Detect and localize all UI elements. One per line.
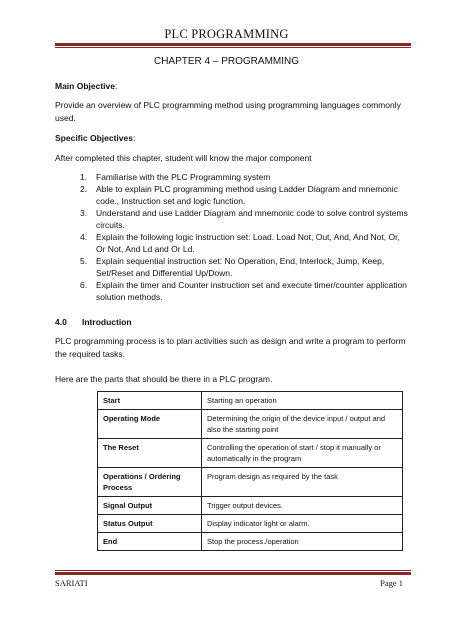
objective-number: 2. bbox=[80, 184, 88, 194]
main-objective-heading bbox=[55, 80, 407, 93]
objective-item bbox=[80, 183, 410, 207]
table-row bbox=[98, 468, 403, 497]
objectives-list bbox=[80, 171, 410, 303]
objective-text: Understand and use Ladder Diagram and mnemonic code to solve control systems circuits. bbox=[96, 208, 408, 230]
section-number: 4.0 bbox=[55, 317, 67, 327]
objective-item bbox=[80, 279, 410, 303]
table-row bbox=[98, 439, 403, 468]
main-objective-text: Provide an overview of PLC programming method using programming languages commonly used. bbox=[55, 100, 401, 123]
main-objective-colon: : bbox=[115, 81, 118, 91]
specific-objectives-heading bbox=[55, 132, 407, 145]
footer-page-number: Page 1 bbox=[380, 578, 403, 588]
objective-number: 5. bbox=[80, 256, 88, 266]
table-row bbox=[98, 497, 403, 515]
page-header-title: PLC PROGRAMMING bbox=[164, 27, 289, 41]
table-intro: Here are the parts that should be there in a PLC program. bbox=[55, 374, 273, 384]
table-cell-description: Trigger output devices. bbox=[202, 497, 403, 515]
plc-program-parts-table bbox=[97, 391, 403, 551]
table-cell-description: Controlling the operation of start / stop it manually or automatically in the program bbox=[202, 439, 403, 468]
specific-objectives-label: Specific Objectives bbox=[55, 133, 133, 143]
objective-number: 4. bbox=[80, 232, 88, 242]
objective-number: 1. bbox=[80, 172, 88, 182]
objective-text: Familiarise with the PLC Programming system bbox=[96, 172, 271, 182]
objective-item bbox=[80, 171, 410, 183]
header-rule bbox=[55, 43, 411, 46]
objective-item bbox=[80, 207, 410, 231]
objective-text: Explain the following logic instruction set: Load. Load Not, Out, And, And Not, Or, Or Not, And Ld and Or Ld. bbox=[96, 232, 400, 254]
table-cell-description: Stop the process./operation bbox=[202, 533, 403, 551]
chapter-title: CHAPTER 4 – PROGRAMMING bbox=[153, 56, 300, 67]
table-row bbox=[98, 410, 403, 439]
table-cell-description: Display indicator light or alarm. bbox=[202, 515, 403, 533]
table-cell-description: Starting an operation bbox=[202, 392, 403, 410]
header-rule-thin bbox=[55, 47, 411, 48]
objective-number: 3. bbox=[80, 208, 88, 218]
section-heading bbox=[55, 317, 132, 327]
footer-rule bbox=[55, 572, 411, 575]
objective-text: Able to explain PLC programming method using Ladder Diagram and mnemonic code., Instruction set and logic function. bbox=[96, 184, 398, 206]
intro-paragraph: PLC programming process is to plan activities such as design and write a program to perform the required tasks. bbox=[55, 336, 406, 359]
table-cell-part: Operations / Ordering Process bbox=[98, 468, 202, 497]
specific-objectives-colon: : bbox=[132, 133, 136, 143]
footer-author: SARIATI bbox=[55, 578, 88, 588]
footer-rule-thin bbox=[55, 570, 411, 571]
table-cell-part: Status Output bbox=[98, 515, 202, 533]
main-objective-label: Main Objective bbox=[55, 81, 115, 91]
table-cell-part: Signal Output bbox=[98, 497, 202, 515]
objective-number: 6. bbox=[80, 280, 88, 290]
objective-text: Explain sequential instruction set: No Operation, End, Interlock, Jump, Keep, Set/Reset and Differential Up/Down. bbox=[96, 256, 385, 278]
table-row bbox=[98, 392, 403, 410]
specific-objectives-intro: After completed this chapter, student will know the major component bbox=[55, 153, 312, 163]
table-cell-part: End bbox=[98, 533, 202, 551]
objective-item bbox=[80, 231, 410, 255]
table-row bbox=[98, 533, 403, 551]
objective-text: Explain the timer and Counter instruction set and execute timer/counter application solution methods. bbox=[96, 280, 407, 302]
table-cell-part: Operating Mode bbox=[98, 410, 202, 439]
table-row bbox=[98, 515, 403, 533]
table-cell-part: Start bbox=[98, 392, 202, 410]
objective-item bbox=[80, 255, 410, 279]
table-cell-description: Determining the origin of the device input / output and also the starting point bbox=[202, 410, 403, 439]
table-cell-part: The Reset bbox=[98, 439, 202, 468]
section-title: Introduction bbox=[82, 317, 132, 327]
table-cell-description: Program design as required by the task bbox=[202, 468, 403, 497]
